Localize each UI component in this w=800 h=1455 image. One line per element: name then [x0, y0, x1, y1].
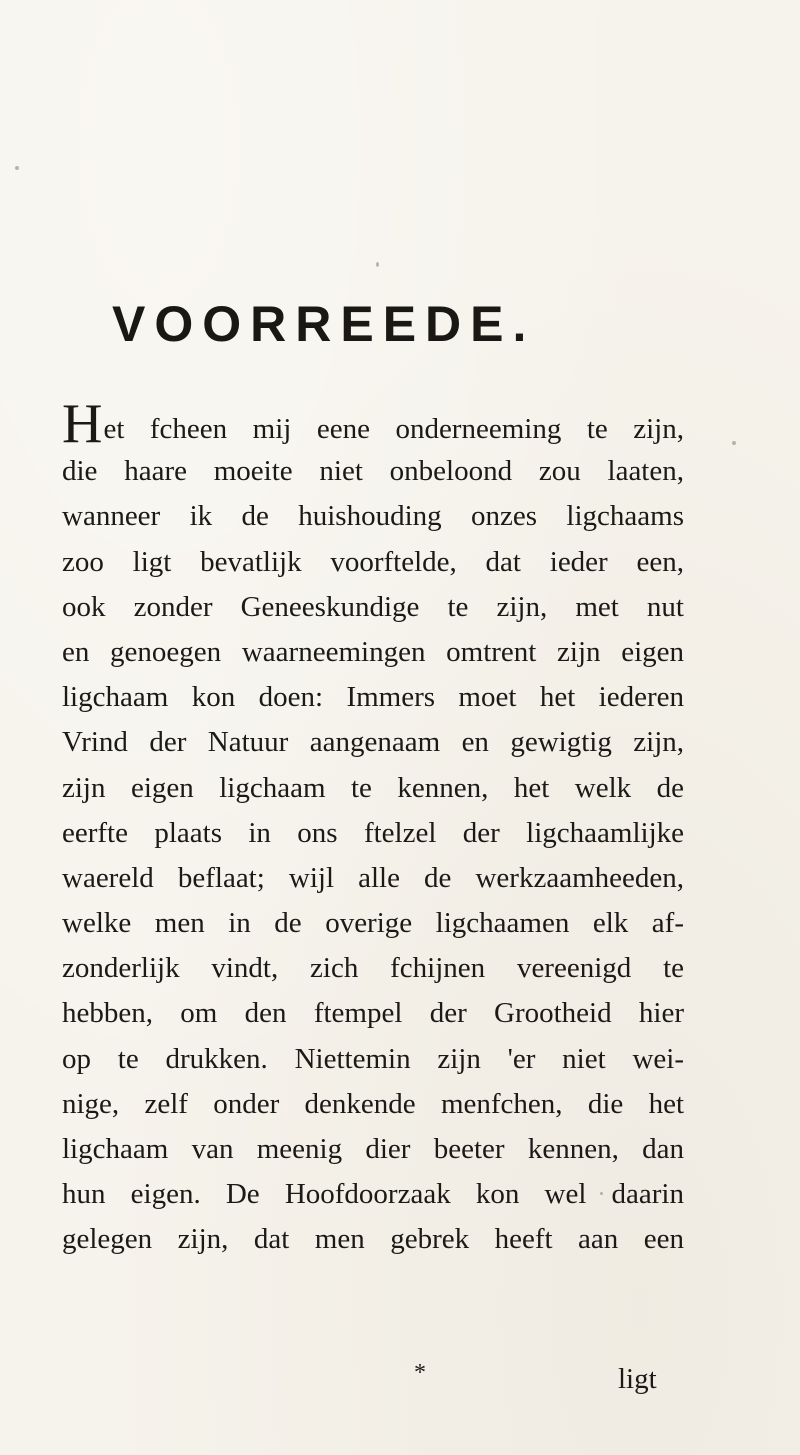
text-line: gelegen zijn, dat men gebrek heeft aan een	[62, 1223, 684, 1256]
preface-body	[62, 393, 684, 1263]
ink-speck	[732, 441, 736, 445]
text-line: op te drukken. Niettemin zijn 'er niet wei-	[62, 1042, 684, 1075]
first-line	[62, 393, 684, 455]
text-line: eerfte plaats in ons ftelzel der ligchaamlijke	[62, 816, 684, 849]
signature-mark: *	[414, 1360, 426, 1386]
text-line: zonderlijk vindt, zich fchijnen vereenigd te	[62, 952, 684, 985]
text-line: en genoegen waarneemingen omtrent zijn eigen	[62, 635, 684, 668]
text-line: hebben, om den ftempel der Grootheid hier	[62, 997, 684, 1030]
text-line: zoo ligt bevatlijk voorftelde, dat ieder een,	[62, 545, 684, 578]
text-line: die haare moeite niet onbeloond zou laaten,	[62, 455, 684, 488]
text-line: nige, zelf onder denkende menfchen, die het	[62, 1087, 684, 1120]
ink-speck	[376, 262, 379, 267]
text-line: ligchaam van meenig dier beeter kennen, dan	[62, 1133, 684, 1165]
catchword: ligt	[618, 1363, 657, 1395]
text-line: welke men in de overige ligchaamen elk af-	[62, 907, 684, 940]
page-heading: VOORREEDE.	[112, 296, 536, 352]
text-line: hun eigen. De Hoofdoorzaak kon wel daarin	[62, 1178, 684, 1211]
first-line-text: et fcheen mij eene onderneeming te zijn,	[103, 413, 684, 445]
text-line: zijn eigen ligchaam te kennen, het welk de	[62, 771, 684, 804]
ink-speck	[15, 166, 19, 170]
text-line: wanneer ik de huishouding onzes ligchaams	[62, 500, 684, 533]
drop-cap: H	[62, 393, 103, 455]
text-line: waereld beflaat; wijl alle de werkzaamheeden,	[62, 861, 684, 894]
text-line: ook zonder Geneeskundige te zijn, met nut	[62, 590, 684, 623]
text-line: Vrind der Natuur aangenaam en gewigtig zijn,	[62, 726, 684, 759]
text-line: ligchaam kon doen: Immers moet het iederen	[62, 681, 684, 714]
